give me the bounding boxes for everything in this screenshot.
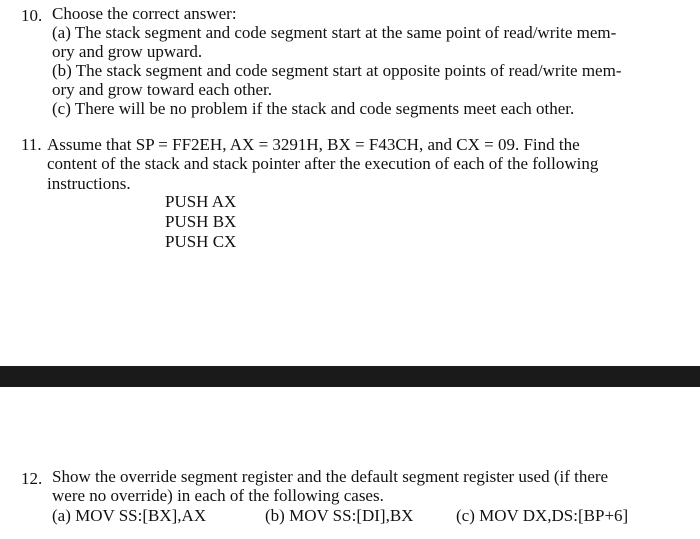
question-stem-line-3: instructions. — [47, 174, 131, 193]
case-a: (a) MOV SS:[BX],AX — [52, 506, 207, 525]
question-number: 10. — [21, 6, 43, 25]
question-stem-line-1: Assume that SP = FF2EH, AX = 3291H, BX = F43CH, and CX = 09. Find the — [47, 135, 580, 154]
instruction-push-ax: PUSH AX — [165, 192, 237, 211]
option-c-line-1: (c) There will be no problem if the stack and code segments meet each other. — [52, 99, 575, 118]
option-a-line-2: ory and grow upward. — [52, 42, 203, 61]
question-number: 12. — [21, 469, 43, 488]
question-number: 11. — [21, 135, 42, 154]
question-stem: Choose the correct answer: — [52, 4, 237, 23]
option-b-line-2: ory and grow toward each other. — [52, 80, 272, 99]
divider-bar — [0, 366, 700, 387]
question-stem-line-2: were no override) in each of the following cases. — [52, 486, 384, 505]
option-b-line-1: (b) The stack segment and code segment start at opposite points of read/write mem- — [52, 61, 622, 80]
case-b: (b) MOV SS:[DI],BX — [265, 506, 414, 525]
case-c: (c) MOV DX,DS:[BP+6] — [456, 506, 629, 525]
question-stem-line-2: content of the stack and stack pointer after the execution of each of the following — [47, 154, 599, 173]
question-stem-line-1: Show the override segment register and the default segment register used (if there — [52, 467, 609, 486]
instruction-push-bx: PUSH BX — [165, 212, 237, 231]
instruction-push-cx: PUSH CX — [165, 232, 237, 251]
option-a-line-1: (a) The stack segment and code segment start at the same point of read/write mem- — [52, 23, 617, 42]
